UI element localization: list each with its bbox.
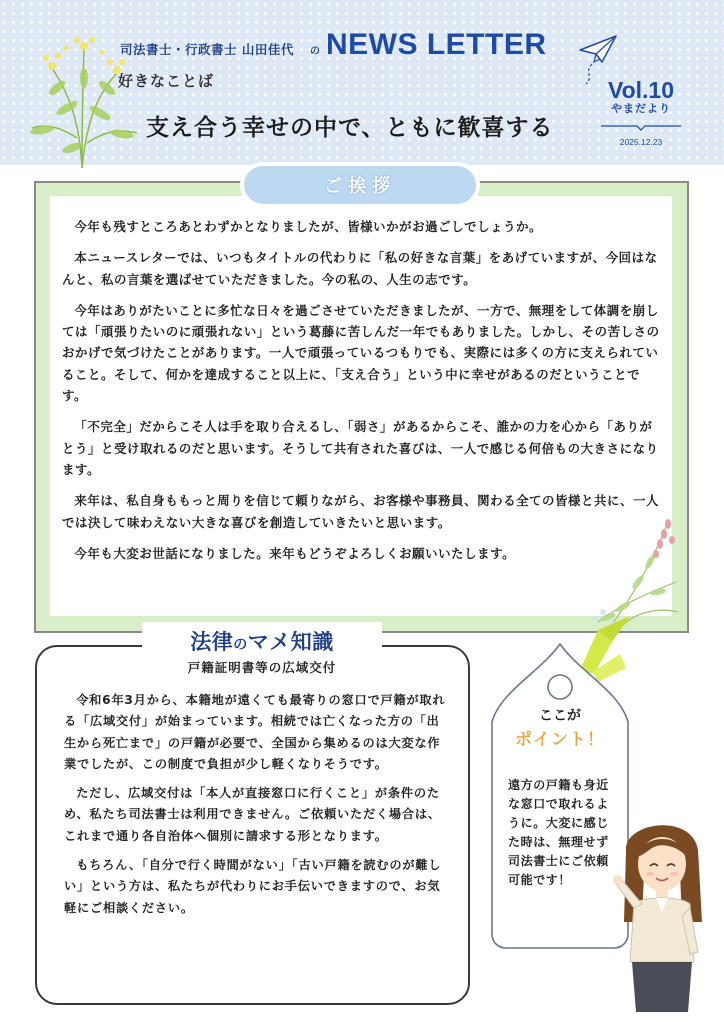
law-paragraph: 令和6年3月から、本籍地が遠くても最寄りの窓口で戸籍が取れる「広域交付」が始まっています。相続では亡くなった方の「出生から死亡まで」の戸籍が必要で、全国から集めるのは大変な作業でしたが、この制度で負担が少し軽くなりそうです。 [64, 693, 446, 771]
law-paragraph: ただし、広域交付は「本人が直接窓口に行くこと」が条件のため、私たち司法書士は利用できません。ご依頼いただく場合は、これまで通り各自治体へ個別に請求する形となります。 [64, 786, 441, 843]
greeting-paragraph: 今年も大変お世話になりました。来年もどうぞよろしくお願いいたします。 [74, 545, 516, 561]
header [0, 0, 724, 165]
favorite-words-label: 好きなことば [118, 72, 215, 90]
greeting-paragraph: 「不完全」だからこそ人は手を取り合えるし、「弱さ」があるからこそ、誰かの力を心から「ありがとう」と受け取れるのだと思います。そうして共有された喜びは、一人で感じる何倍もの大きさになります。 [62, 419, 659, 477]
point-text: 遠方の戸籍も身近な窓口で取れるように。大変に感じた時は、無理せず司法書士にご依頼可能です！ [508, 778, 609, 887]
office-name: 司法書士・行政書士 山田佳代 [120, 42, 294, 57]
woman-illustration [612, 812, 712, 1017]
law-subtitle: 戸籍証明書等の広域交付 [187, 660, 337, 675]
masthead [120, 30, 590, 66]
greeting-paragraph: 本ニュースレターでは、いつもタイトルの代わりに「私の好きな言葉」をあげていますが、今回はなんと、私の言葉を選ばせていただきました。今の私の、人生の志です。 [62, 250, 658, 287]
law-title [142, 626, 382, 656]
law-title-rest: マメ知識 [247, 630, 334, 654]
point-heading-line2: ポイント！ [515, 730, 605, 750]
issue-date: 2025.12.23 [619, 137, 663, 147]
greeting-paragraph: 今年も残すところあとわずかとなりましたが、皆様いかがお過ごしでしょうか。 [74, 219, 543, 234]
masthead-particle: の [310, 46, 320, 57]
law-title-block [142, 622, 382, 682]
newsletter-subtitle: やまだより [611, 102, 671, 115]
volume-number: Vol.10 [607, 77, 675, 103]
greeting-paragraph: 来年は、私自身ももっと周りを信じて頼りながら、お客様や事務員、関わる全ての皆様と共に、一人では決して味わえない大きな喜びを創造していきたいと思います。 [62, 493, 659, 530]
law-body [64, 690, 452, 927]
greeting-body [62, 216, 662, 574]
law-title-particle: の [233, 637, 248, 653]
volume-box [596, 78, 686, 148]
greeting-tab-label: ご挨拶 [324, 176, 396, 197]
law-paragraph: もちろん、「自分で行く時間がない」「古い戸籍を読むのが難しい」という方は、私たちが代わりにお手伝いできますので、お気軽にご相談ください。 [64, 858, 442, 915]
greeting-paragraph: 今年はありがたいことに多忙な日々を過ごさせていただきましたが、一方で、無理をして体調を崩しては「頑張りたいのに頑張れない」という葛藤に苦しんだ一年でもありました。しかし、その苦しさのおかげで気づけたことがあります。一人で頑張っているつもりでも、実際には多くの方に支えられていること。そして、何かを達成すること以上に、「支え合う」という中に幸せがあるのだということです。 [62, 302, 660, 404]
greeting-tab [244, 166, 476, 204]
chevron-divider [601, 122, 681, 131]
newsletter-title: NEWS LETTER [326, 28, 547, 61]
law-title-main: 法律 [190, 630, 234, 654]
point-heading-line1: ここが [539, 708, 581, 724]
point-heading [500, 705, 620, 750]
headline: 支え合う幸せの中で、ともに歓喜する [146, 115, 554, 141]
